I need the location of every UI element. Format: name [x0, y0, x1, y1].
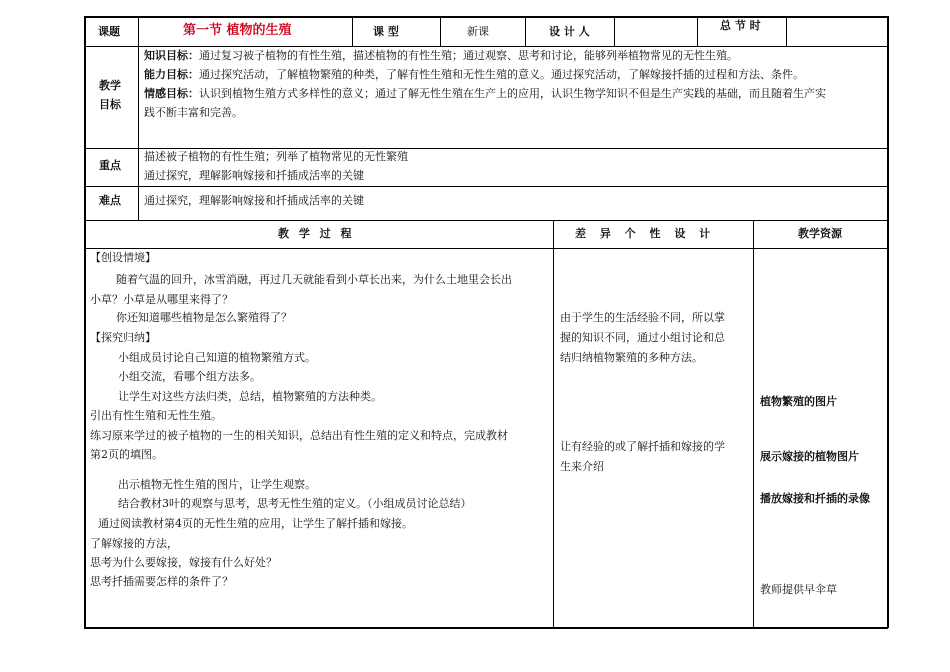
resource-item: 播放嫁接和扦插的录像: [760, 492, 870, 505]
key-points-label: 重点: [99, 159, 121, 172]
process-line: 随着气温的回升，冰雪消融，再过几天就能看到小草长出来，为什么土地里会长出: [116, 273, 512, 286]
process-line: 小组交流，看哪个组方法多。: [118, 370, 261, 383]
difficulty-line1: 通过探究，理解影响嫁接和扦插成活率的关键: [144, 194, 364, 207]
type-value: 新课: [467, 25, 489, 38]
emotion-text-line1: 认识到植物生殖方式多样性的意义；通过了解无性生殖在生产上的应用，认识生物学知识不但是生产实践的基础，而且随着生产实: [199, 87, 826, 100]
process-line: 出示植物无性生殖的图片，让学生观察。: [118, 478, 316, 491]
course-title: 第一节 植物的生殖: [183, 23, 292, 38]
process-line: 小草？小草是从哪里来得了？: [90, 293, 233, 306]
differential-line: 结归纳植物繁殖的多种方法。: [560, 351, 703, 364]
ability-objective: [144, 68, 804, 82]
differential-line: 由于学生的生活经验不同，所以掌: [560, 311, 725, 324]
key-points-line1: 描述被子植物的有性生殖；列举了植物常见的无性繁殖: [144, 150, 408, 163]
emotion-text-line2: 践不断丰富和完善。: [144, 106, 243, 119]
process-line: 了解嫁接的方法，: [90, 537, 178, 550]
differential-line: 生来介绍: [560, 460, 604, 473]
knowledge-objective: [144, 49, 738, 63]
process-line: 思考扦插需要怎样的条件了？: [90, 575, 233, 588]
differential-line: 让有经验的或了解扦插和嫁接的学: [560, 440, 725, 453]
emotion-objective: [144, 87, 826, 101]
key-points-line2: 通过探究，理解影响嫁接和扦插成活率的关键: [144, 169, 364, 182]
process-line: 【创设情境】: [90, 251, 156, 264]
process-column-header: 教 学 过 程: [278, 227, 355, 240]
resource-item: 教师提供早伞草: [760, 583, 837, 596]
course-label: 课题: [98, 25, 120, 38]
process-line: 通过阅读教材第4页的无性生殖的应用，让学生了解扦插和嫁接。: [98, 517, 413, 530]
process-line: 小组成员讨论自己知道的植物繁殖方式。: [118, 351, 316, 364]
knowledge-label: 知识目标：: [144, 49, 199, 62]
hours-label: 总 节 时: [720, 19, 761, 32]
difficulty-label: 难点: [99, 194, 121, 207]
hours-value[interactable]: [790, 25, 885, 39]
differential-line: 握的知识不同，通过小组讨论和总: [560, 331, 725, 344]
objectives-label-line1: 教学: [99, 79, 121, 92]
emotion-label: 情感目标：: [144, 87, 199, 100]
process-line: 你还知道哪些植物是怎么繁殖得了？: [116, 311, 292, 324]
knowledge-text: 通过复习被子植物的有性生殖，描述植物的有性生殖；通过观察、思考和讨论，能够列举植物常见的无性生殖。: [199, 49, 738, 62]
process-line: 让学生对这些方法归类，总结，植物繁殖的方法种类。: [118, 390, 382, 403]
designer-value[interactable]: [620, 25, 695, 39]
ability-text: 通过探究活动，了解植物繁殖的种类，了解有性生殖和无性生殖的意义。通过探究活动，了解嫁接扦插的过程和方法、条件。: [199, 68, 804, 81]
process-line: 【探究归纳】: [90, 331, 156, 344]
type-label: 课 型: [373, 25, 399, 38]
ability-label: 能力目标：: [144, 68, 199, 81]
differential-column-header: 差 异 个 性 设 计: [575, 227, 716, 240]
process-line: 引出有性生殖和无性生殖。: [90, 409, 222, 422]
process-line: 结合教材3叶的观察与思考，思考无性生殖的定义。（小组成员讨论总结）: [118, 497, 472, 510]
designer-label: 设 计 人: [549, 25, 590, 38]
resources-column-header: 教学资源: [798, 227, 842, 240]
process-line: 第2页的填图。: [90, 448, 163, 461]
objectives-label-line2: 目标: [99, 98, 121, 111]
resource-item: 展示嫁接的植物图片: [760, 450, 859, 463]
process-line: 思考为什么要嫁接，嫁接有什么好处？: [90, 556, 277, 569]
process-line: 练习原来学过的被子植物的一生的相关知识，总结出有性生殖的定义和特点，完成教材: [90, 429, 508, 442]
resource-item: 植物繁殖的图片: [760, 395, 837, 408]
